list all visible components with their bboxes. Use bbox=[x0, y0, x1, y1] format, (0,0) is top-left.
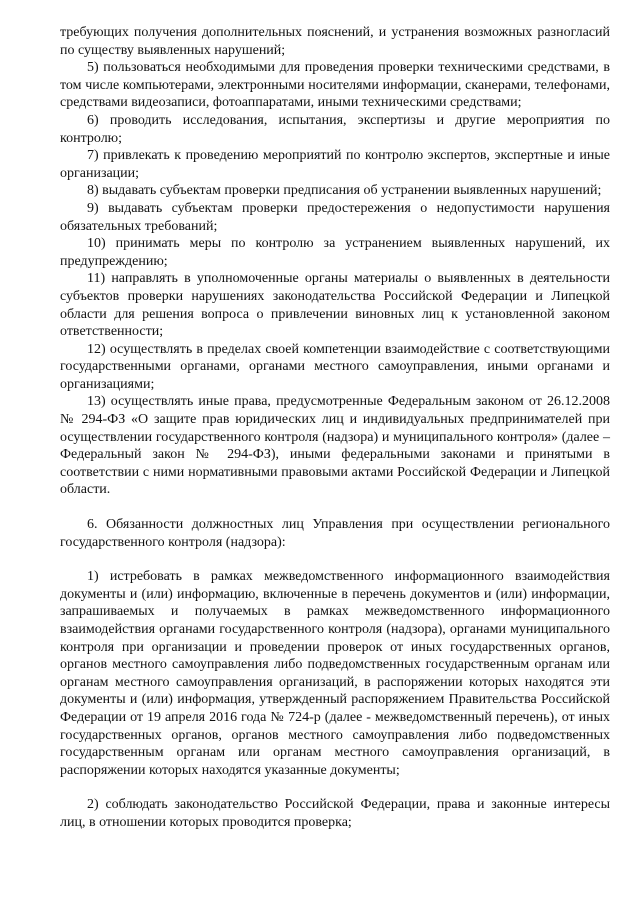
paragraph-spacer bbox=[60, 499, 610, 516]
paragraph-spacer bbox=[60, 551, 610, 568]
paragraph-item-9: 9) выдавать субъектам проверки предостережения о недопустимости нарушения обязательных требований; bbox=[60, 200, 610, 234]
paragraph-item-11: 11) направлять в уполномоченные органы материалы о выявленных в деятельности субъектов проверки нарушениях законодательства Российской Федерации и Липецкой области для решения вопроса о привлечении виновных лиц к установленной законом ответственности; bbox=[60, 271, 610, 340]
paragraph-spacer bbox=[60, 779, 610, 796]
paragraph-item-6: 6) проводить исследования, испытания, экспертизы и другие мероприятия по контролю; bbox=[60, 112, 610, 146]
paragraph-item-12: 12) осуществлять в пределах своей компетенции взаимодействие с соответствующими государственными органами, органами местного самоуправления, иными органами и организациями; bbox=[60, 341, 610, 392]
paragraph-item-7: 7) привлекать к проведению мероприятий по контролю экспертов, экспертные и иные организации; bbox=[60, 148, 610, 181]
duty-item-2: 2) соблюдать законодательство Российской Федерации, права и законные интересы лиц, в отношении которых проводится проверка; bbox=[60, 797, 610, 830]
duty-item-1: 1) истребовать в рамках межведомственного информационного взаимодействия документы и (или) информацию, включенные в перечень документов и (или) информации, запрашиваемых и получаемых в рамках межведомственного информационного взаимодействия органами государственного контроля (надзора), органами муниципального контроля при организации и проведении проверок от иных государственных органов, органов местного самоуправления либо подведомственных государственным органам или органам местного самоуправления организаций, в распоряжении которых находятся эти документы и (или) информация, утвержденный распоряжением Правительства Российской Федерации от 19 апреля 2016 года № 724-р (далее - межведомственный перечень), от иных государственных органов, органов местного самоуправления либо подведомственных государственным органам или органам местного самоуправления организаций, в распоряжении которых находятся указанные документы; bbox=[60, 569, 610, 778]
paragraph-continuation: требующих получения дополнительных пояснений, и устранения возможных разногласий по существу выявленных нарушений; bbox=[60, 25, 610, 58]
paragraph-item-5: 5) пользоваться необходимыми для проведения проверки техническими средствами, в том числе компьютерами, электронными носителями информации, сканерами, телефонами, средствами видеозаписи, фотоаппаратами, иными техническими средствами; bbox=[60, 60, 610, 111]
paragraph-item-8: 8) выдавать субъектам проверки предписания об устранении выявленных нарушений; bbox=[87, 183, 602, 199]
section-6-heading: 6. Обязанности должностных лиц Управления при осуществлении регионального государственного контроля (надзора): bbox=[60, 517, 610, 550]
paragraph-item-10: 10) принимать меры по контролю за устранением выявленных нарушений, их предупреждению; bbox=[60, 236, 610, 269]
paragraph-item-13: 13) осуществлять иные права, предусмотренные Федеральным законом от 26.12.2008 № 294-ФЗ «О защите прав юридических лиц и индивидуальных предпринимателей при осуществлении государственного контроля (надзора) и муниципального контроля» (далее – Федеральный закон № 294-ФЗ), иными федеральными законами и принятыми в соответствии с ними нормативными правовыми актами Российской Федерации и Липецкой области. bbox=[60, 394, 610, 498]
